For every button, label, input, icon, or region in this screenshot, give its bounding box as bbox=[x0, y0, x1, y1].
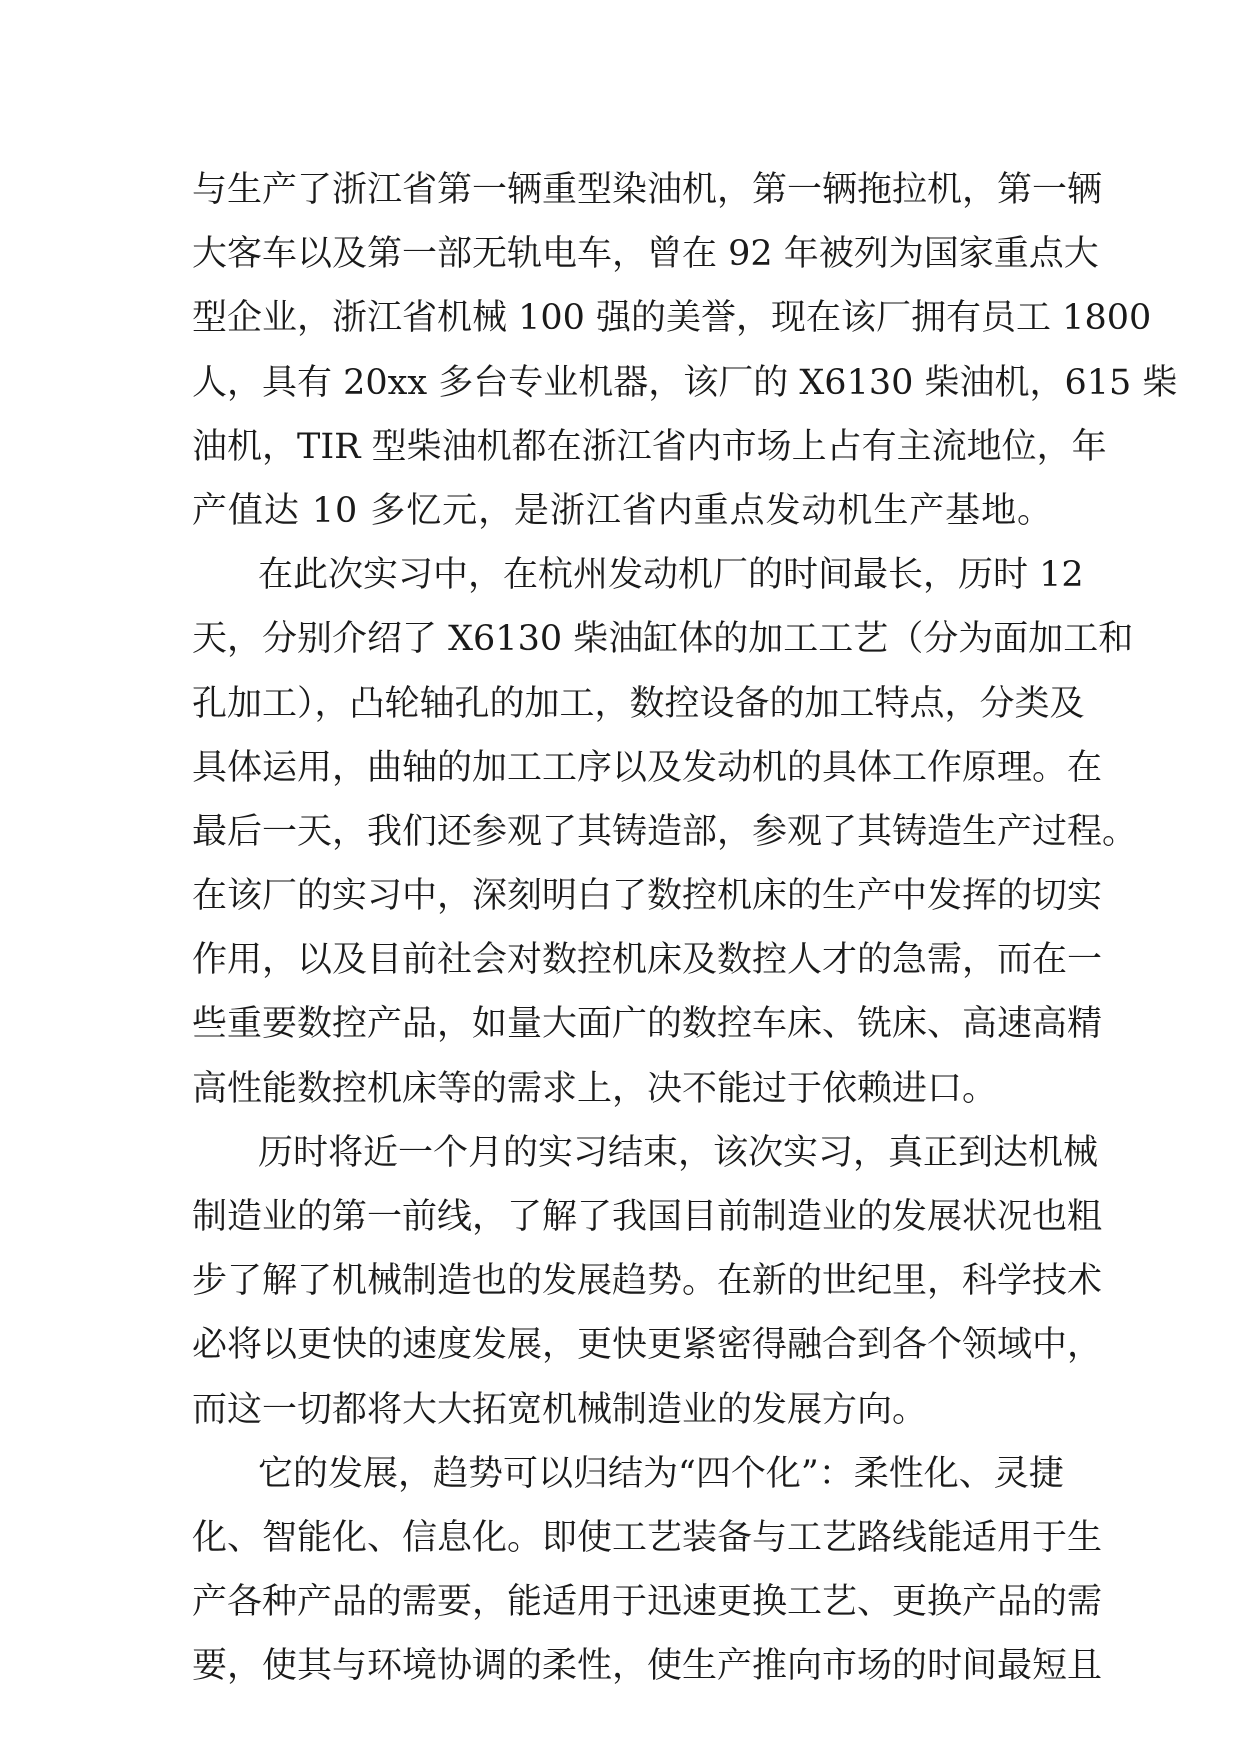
text-line: 作用，以及目前社会对数控机床及数控人才的急需，而在一 bbox=[192, 940, 1103, 981]
text-line: 型企业，浙江省机械 100 强的美誉，现在该厂拥有员工 1800 bbox=[192, 298, 1152, 339]
text-line: 具体运用，曲轴的加工工序以及发动机的具体工作原理。在 bbox=[192, 747, 1103, 788]
text-line: 产值达 10 多忆元，是浙江省内重点发动机生产基地。 bbox=[192, 490, 1053, 531]
text-line: 最后一天，我们还参观了其铸造部，参观了其铸造生产过程。 bbox=[192, 811, 1138, 852]
text-line: 步了解了机械制造也的发展趋势。在新的世纪里，科学技术 bbox=[192, 1261, 1103, 1302]
text-line: 产各种产品的需要，能适用于迅速更换工艺、更换产品的需 bbox=[192, 1582, 1103, 1623]
paragraph-first-line: 历时将近一个月的实习结束，该次实习，真正到达机械 bbox=[258, 1132, 1099, 1173]
text-line: 在该厂的实习中，深刻明白了数控机床的生产中发挥的切实 bbox=[192, 876, 1103, 917]
text-line: 人，具有 20xx 多台专业机器，该厂的 X6130 柴油机，615 柴 bbox=[192, 362, 1178, 403]
text-line: 而这一切都将大大拓宽机械制造业的发展方向。 bbox=[192, 1389, 928, 1430]
text-line: 些重要数控产品，如量大面广的数控车床、铣床、高速高精 bbox=[192, 1004, 1103, 1045]
text-line: 天，分别介绍了 X6130 柴油缸体的加工工艺（分为面加工和 bbox=[192, 619, 1134, 660]
text-line: 必将以更快的速度发展，更快更紧密得融合到各个领域中， bbox=[192, 1325, 1103, 1366]
text-line: 与生产了浙江省第一辆重型染油机，第一辆拖拉机，第一辆 bbox=[192, 170, 1103, 210]
text-line: 化、智能化、信息化。即使工艺装备与工艺路线能适用于生 bbox=[192, 1517, 1103, 1558]
text-line: 孔加工），凸轮轴孔的加工，数控设备的加工特点，分类及 bbox=[192, 683, 1085, 724]
text-line: 高性能数控机床等的需求上，决不能过于依赖进口。 bbox=[192, 1068, 998, 1109]
text-line: 制造业的第一前线，了解了我国目前制造业的发展状况也粗 bbox=[192, 1197, 1103, 1237]
paragraph-first-line: 它的发展，趋势可以归结为“四个化”：柔性化、灵捷 bbox=[258, 1453, 1064, 1494]
paragraph-first-line: 在此次实习中，在杭州发动机厂的时间最长，历时 12 bbox=[258, 555, 1084, 596]
text-line: 大客车以及第一部无轨电车，曾在 92 年被列为国家重点大 bbox=[192, 234, 1099, 275]
text-line: 要，使其与环境协调的柔性，使生产推向市场的时间最短且 bbox=[192, 1646, 1103, 1687]
body-text bbox=[192, 158, 1178, 1699]
text-line: 油机，TIR 型柴油机都在浙江省内市场上占有主流地位，年 bbox=[192, 426, 1107, 467]
